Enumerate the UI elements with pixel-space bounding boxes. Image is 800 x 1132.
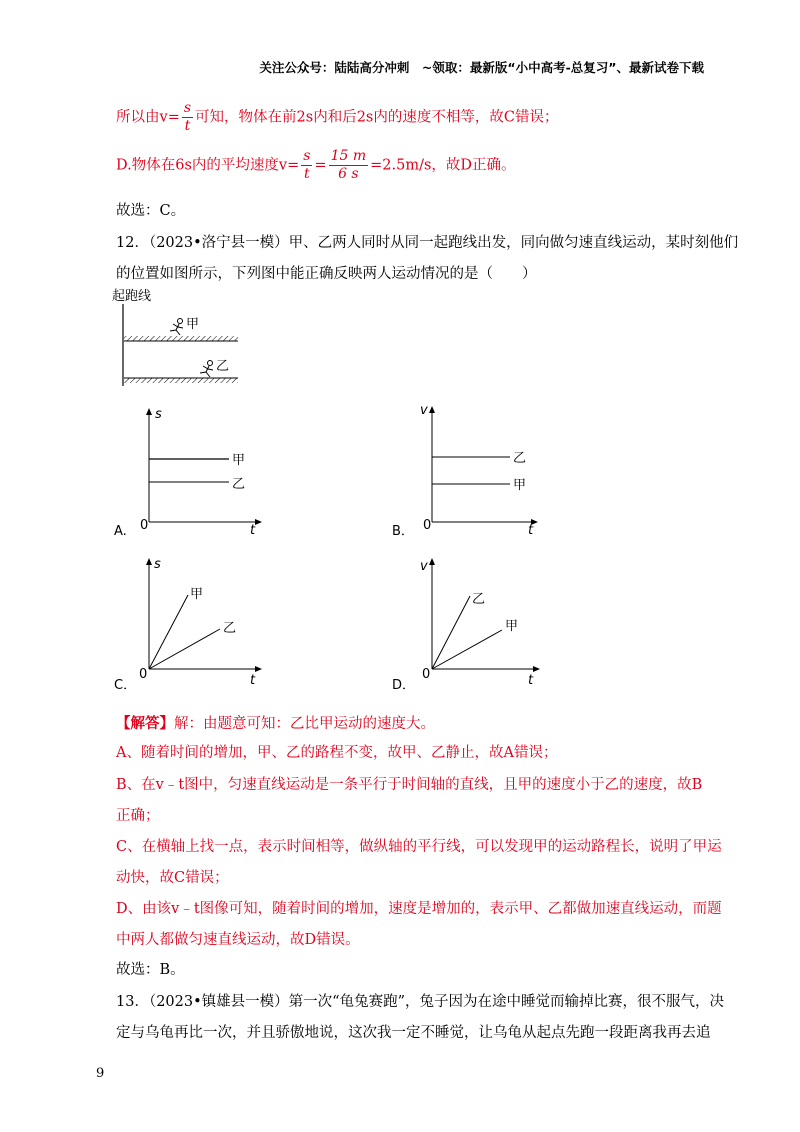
upper-line-label: 乙: [513, 451, 527, 466]
option-b-graph[interactable]: [388, 398, 548, 542]
origin-label: 0: [139, 667, 148, 682]
start-line-title: 起跑线: [112, 289, 152, 304]
origin-label: 0: [140, 518, 149, 533]
upper-line-label: 乙: [472, 592, 486, 607]
upper-line-label: 甲: [190, 587, 204, 602]
page-number: 9: [96, 1066, 105, 1081]
option-c-graph[interactable]: [110, 556, 270, 696]
solution-d-line1: D、由该v﹣t图像可知，随着时间的增加，速度是增加的，表示甲、乙都做加速直线运动，而题: [116, 901, 722, 917]
fraction-15m-over-6s: [329, 148, 369, 183]
lower-line-label: 乙: [232, 477, 246, 492]
option-d-graph[interactable]: [388, 556, 548, 696]
label-jia: 甲: [186, 317, 200, 332]
option-a-graph[interactable]: [110, 402, 270, 542]
solution-c-line2: 动快，故C错误；: [116, 870, 229, 886]
solution-c-line: [116, 100, 558, 135]
start-line-figure: [110, 284, 270, 398]
origin-label: 0: [423, 518, 432, 533]
page-header: 关注公众号：陆陆高分冲刺 ~领取：最新版“小中高考-总复习”、最新试卷下载: [259, 60, 704, 75]
q13-line2: 定与乌龟再比一次，并且骄傲地说，这次我一定不睡觉，让乌龟从起点先跑一段距离我再去追: [116, 1025, 711, 1041]
x-axis-label: t: [250, 523, 256, 538]
solution-d-line: [116, 148, 516, 183]
runner-jia-icon: [170, 319, 183, 336]
d-line-post: =2.5m/s，故D正确。: [370, 157, 516, 174]
option-a-letter: A.: [114, 524, 127, 539]
option-d-letter: D．: [392, 678, 416, 693]
frac-denominator: t: [184, 118, 191, 134]
solution-intro: 解：由题意可知：乙比甲运动的速度大。: [174, 716, 435, 732]
x-axis-label: t: [528, 673, 534, 688]
frac-denominator: t: [304, 166, 310, 182]
solution-d-line2: 中两人都做匀速直线运动，故D错误。: [116, 932, 360, 948]
y-axis-label: s: [154, 557, 161, 572]
q13-line1: 13．（2023•镇雄县一模）第一次“龟兔赛跑”，兔子因为在途中睡觉而输掉比赛，很不服气，决: [116, 994, 724, 1010]
lower-line-label: 乙: [223, 621, 237, 636]
x-axis-label: t: [250, 673, 256, 688]
solution-intro-line: [116, 712, 435, 733]
solution-b-line2: 正确；: [116, 808, 160, 824]
equals-sign: =: [314, 157, 327, 174]
x-axis-label: t: [528, 523, 534, 538]
option-b-letter: B．: [392, 524, 414, 539]
y-axis-label: v: [420, 559, 428, 574]
q12-answer: 故选：B。: [116, 962, 185, 978]
prev-answer: 故选：C。: [116, 203, 186, 219]
frac-numerator: s: [303, 148, 311, 164]
fraction-s-over-t-2: [301, 148, 312, 183]
solution-tag: 【解答】: [116, 715, 174, 732]
fraction-s-over-t: [182, 100, 193, 135]
lower-line-label: 甲: [505, 619, 519, 634]
solution-a: A、随着时间的增加，甲、乙的路程不变，故甲、乙静止，故A错误；: [116, 745, 558, 761]
label-yi: 乙: [216, 359, 230, 374]
c-line-pre: 所以由v=: [116, 109, 180, 126]
runner-yi-icon: [200, 361, 213, 378]
origin-label: 0: [422, 667, 431, 682]
d-line-pre: D.物体在6s内的平均速度v=: [116, 157, 300, 174]
q12-stem-line2: 的位置如图所示，下列图中能正确反映两人运动情况的是（ ）: [116, 266, 537, 282]
frac-denominator: 6 s: [338, 166, 359, 182]
solution-c-line1: C、在横轴上找一点，表示时间相等，做纵轴的平行线，可以发现甲的运动路程长，说明了甲运: [116, 839, 722, 855]
upper-line-label: 甲: [232, 453, 246, 468]
option-c-letter: C．: [114, 678, 137, 693]
lower-line-label: 甲: [513, 478, 527, 493]
frac-numerator: 15 m: [330, 148, 367, 164]
q12-stem-line1: 12．（2023•洛宁县一模）甲、乙两人同时从同一起跑线出发，同向做匀速直线运动，某时刻他们: [116, 235, 739, 251]
c-line-post: 可知，物体在前2s内和后2s内的速度不相等，故C错误；: [195, 109, 559, 126]
frac-numerator: s: [183, 100, 192, 116]
y-axis-label: v: [420, 403, 428, 418]
y-axis-label: s: [155, 407, 162, 422]
solution-b-line1: B、在v﹣t图中，匀速直线运动是一条平行于时间轴的直线，且甲的速度小于乙的速度，故B: [116, 777, 703, 793]
